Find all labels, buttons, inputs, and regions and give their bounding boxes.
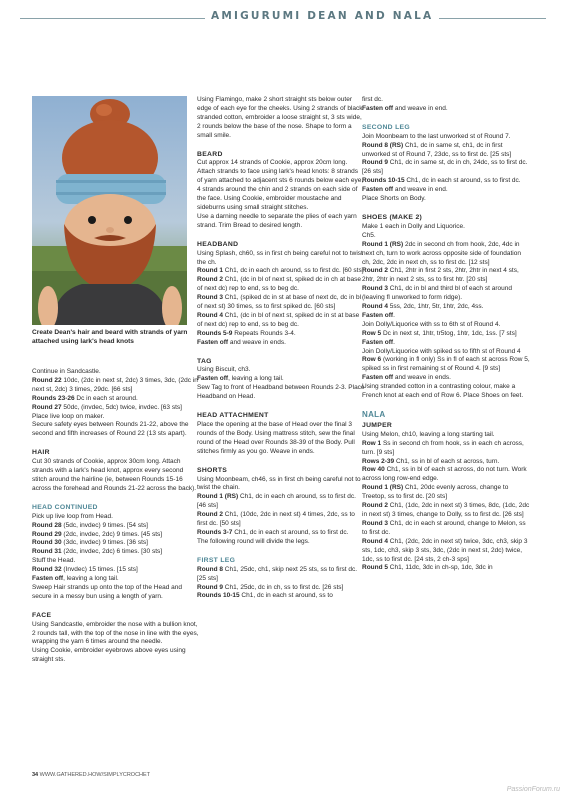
section-gap: [362, 204, 530, 212]
row-label: Fasten off: [362, 186, 394, 194]
row-label: Round 4: [362, 303, 388, 311]
section-gap: [197, 457, 365, 465]
row-instruction: .: [393, 338, 395, 346]
row-instruction: Ch1, dc in same st, ch1, dc in first unworked st of Round 7, 23dc, ss to first dc. [25 sts]: [362, 141, 512, 158]
pattern-row: [32, 548, 200, 557]
row-instruction: Ch1, dc in each st around, ss to first dc.: [404, 177, 521, 185]
pattern-row: [197, 330, 365, 339]
row-label: Round 29: [32, 530, 62, 538]
pattern-row: [362, 458, 530, 467]
instruction-text: Continue in Sandcastle.: [32, 368, 101, 375]
instruction-text: Stuff the Head.: [32, 557, 76, 565]
pattern-row: [362, 186, 530, 195]
row-label: Fasten off: [362, 374, 394, 382]
instruction-text: Using stranded cotton in a contrasting colour, make a French knot at each end of Row 6. Place Shoes on feet.: [362, 383, 524, 400]
section-heading: JUMPER: [362, 421, 393, 429]
pattern-row: [362, 267, 530, 285]
section-heading: SHOES (MAKE 2): [362, 213, 423, 221]
section-gap: [197, 348, 365, 356]
pattern-row: [197, 511, 365, 529]
row-label: Fasten off: [362, 338, 394, 346]
instruction-text: Secure safety eyes between Rounds 21-22, above the second and fifth increases of Round 22 (13 sts apart).: [32, 421, 189, 438]
pattern-row: [197, 566, 365, 584]
row-instruction: (working in fl only) Ss in fl of each st across Row 5, spiked ss in first remaining st of Round 4. [9 sts]: [362, 356, 530, 373]
row-label: Fasten off: [197, 375, 229, 383]
row-label: Rounds 10-15: [197, 592, 240, 600]
instruction-text: Sew Tag to front of Headband between Rounds 2-3. Place Headband on Head.: [197, 384, 365, 401]
pattern-row: [362, 374, 530, 383]
row-label: Rounds 5-9: [197, 329, 233, 337]
row-instruction: (Invdec) 15 times. [15 sts]: [61, 566, 138, 574]
row-label: Round 22: [32, 376, 62, 384]
pattern-row: [32, 575, 200, 584]
row-instruction: Ch1, ss in bl of each st across, turn.: [394, 457, 500, 465]
row-instruction: Ss in second ch from hook, ss in each ch across, turn. [9 sts]: [362, 439, 524, 456]
section-heading: SECOND LEG: [362, 123, 410, 131]
row-instruction: and weave in end.: [393, 186, 448, 194]
row-label: Round 3: [362, 285, 388, 293]
instruction-text: The following round will divide the legs.: [197, 537, 310, 545]
row-label: Round 32: [32, 566, 62, 574]
page-footer: [32, 772, 150, 778]
instruction-text: Use a darning needle to separate the plies of each yarn strand. Trim Bread to desired length.: [197, 212, 357, 229]
column-3: [362, 96, 530, 573]
row-instruction: Ch1, (dc in bl of next st, spiked dc in ch at base of next dc) rep to end, ss to beg dc.: [197, 276, 362, 293]
row-label: Round 1 (RS): [362, 240, 404, 248]
pattern-row: [362, 159, 530, 177]
page-title: AMIGURUMI DEAN AND NALA: [205, 10, 439, 22]
row-instruction: Ch1, dc in same st, dc in ch, 24dc, ss to first dc. [26 sts]: [362, 159, 528, 176]
section-heading: HEAD CONTINUED: [32, 503, 98, 511]
pattern-row: [197, 276, 365, 294]
instruction-text: Using Sandcastle, embroider the nose with a bullion knot, 2 rounds tall, with the top of the nose in line with the eyes, wrapping the yarn 6 times around the needle.: [32, 620, 199, 646]
row-instruction: .: [393, 311, 395, 319]
row-label: Round 2: [362, 502, 388, 510]
row-instruction: , leaving a long tail.: [228, 375, 284, 383]
row-label: Round 8: [197, 565, 223, 573]
pattern-row: [197, 267, 365, 276]
column-2: [197, 96, 365, 601]
row-label: Fasten off: [362, 311, 394, 319]
row-instruction: Ch1, dc in each st around, ss to: [239, 592, 333, 600]
instruction-text: Using Biscuit, ch3.: [197, 366, 251, 374]
row-label: Rounds 10-15: [362, 177, 405, 185]
row-label: Fasten off: [362, 104, 394, 112]
column-1: [32, 368, 200, 665]
pattern-row: [362, 177, 530, 186]
watermark: PassionForum.ru: [506, 786, 560, 793]
section-heading: HAIR: [32, 449, 50, 457]
row-instruction: Ch1, ss in bl of each st across, do not turn. Work across long row-end edge.: [362, 466, 527, 483]
row-label: Round 5: [362, 564, 388, 572]
section-gap: [32, 602, 200, 610]
section-gap: [197, 547, 365, 555]
instruction-text: Join Moonbeam to the last unworked st of Round 7.: [362, 132, 511, 140]
row-instruction: Repeats Rounds 3-4.: [232, 329, 296, 337]
row-instruction: and weave in ends.: [228, 338, 286, 346]
instruction-text: Make 1 each in Dolly and Liquorice.: [362, 222, 465, 230]
row-label: Row 40: [362, 466, 385, 474]
row-instruction: Ch1, dc in each ch around, ss to first dc. [46 sts]: [197, 493, 356, 510]
row-label: Round 9: [197, 583, 223, 591]
section-heading: NALA: [362, 410, 386, 419]
row-label: Round 2: [197, 276, 223, 284]
section-heading: BEARD: [197, 150, 223, 158]
instruction-text: Using Flamingo, make 2 short straight sts below outer edge of each eye for the cheeks. Using 2 strands of black stranded cotton, embroider a loose straight st, 3 sts wide, 2 rounds below the base of the nose. Shape to form a small smile.: [197, 96, 363, 139]
row-instruction: 2dc in second ch from hook, 2dc, 4dc in next ch, turn to work across opposite side of foundation ch, 2dc, 2dc in next ch, ss to first dc. [12 sts]: [362, 240, 521, 266]
instruction-text: Place live loop on maker.: [32, 412, 105, 420]
row-label: Round 2: [362, 267, 388, 275]
instruction-text: Cut approx 14 strands of Cookie, approx 20cm long. Attach strands to face using lark's head knots: 8 strands of yarn attached to adjacent sts 6 rounds below each eye, 4 strands around the chin and 2 strands on each side of the face. Using Cookie, embroider moustache and sideburns using small straight stitches.: [197, 159, 364, 211]
pattern-row: [362, 538, 530, 565]
section-heading: SHORTS: [197, 466, 228, 474]
row-instruction: Ch1, 2htr in first 2 sts, 2htr, 2htr in next 4 sts, 2htr, 2htr in next 2 sts, ss to first htr. [20 sts]: [362, 267, 519, 284]
pattern-row: [197, 584, 365, 593]
pattern-row: [362, 466, 530, 484]
row-instruction: Ch1, (spiked dc in st at base of next dc, dc in bl of next st) 30 times, ss to first spiked dc. [60 sts]: [197, 294, 362, 311]
pattern-row: [362, 484, 530, 502]
row-label: Fasten off: [32, 575, 64, 583]
section-gap: [362, 114, 530, 122]
pattern-row: [197, 493, 365, 511]
section-heading: HEAD ATTACHMENT: [197, 412, 269, 420]
row-instruction: (5dc, invdec) 9 times. [54 sts]: [61, 521, 148, 529]
pattern-row: [32, 522, 200, 531]
instruction-text: Sweep Hair strands up onto the top of the Head and secure in a messy bun using a length of yarn.: [32, 583, 182, 600]
amigurumi-dean-photo: [32, 96, 187, 325]
instruction-text: Place the opening at the base of Head over the final 3 rounds of the Body. Using mattress stitch, sew the final round of the Head over Rounds 38-39 of the Body. Pull stitches firmly as you go. Weave in ends.: [197, 421, 355, 455]
pattern-row: [197, 529, 365, 538]
row-instruction: Ch1, 25dc, ch1, skip next 25 sts, ss to first dc. [25 sts]: [197, 565, 358, 582]
pattern-row: [362, 339, 530, 348]
row-label: Round 3: [362, 519, 388, 527]
pattern-row: [362, 303, 530, 312]
row-label: Round 1 (RS): [197, 493, 239, 501]
section-heading: TAG: [197, 357, 212, 365]
row-instruction: and weave in ends.: [393, 374, 451, 382]
row-instruction: Ch1, (1dc, 2dc in next st) 3 times, 8dc, (1dc, 2dc in next st) 3 times, change to Dolly, ss to first dc. [26 sts]: [362, 502, 530, 518]
row-instruction: Ch1, dc in each st around, change to Melon, ss to first dc.: [362, 519, 526, 536]
page-header: [0, 0, 566, 48]
instruction-text: Using Cookie, embroider eyebrows above eyes using straight sts.: [32, 647, 186, 664]
row-instruction: 5ss, 2dc, 1htr, 5tr, 1htr, 2dc, 4ss.: [388, 303, 484, 311]
row-label: Row 6: [362, 356, 382, 364]
section-gap: [197, 141, 365, 149]
row-label: Round 1: [197, 267, 223, 275]
instruction-text: Join Dolly/Liquorice with spiked ss to fifth st of Round 4: [362, 347, 521, 355]
instruction-text: first dc.: [362, 96, 383, 103]
row-instruction: Ch1, dc in bl and third bl of each st around (leaving fl unworked to form ridge).: [362, 285, 512, 302]
row-label: Rounds 3-7: [197, 528, 233, 536]
row-instruction: Ch1, 25dc, dc in ch, ss to first dc. [26 sts]: [223, 583, 344, 591]
pattern-row: [362, 520, 530, 538]
row-label: Round 27: [32, 403, 62, 411]
row-instruction: 50dc, (invdec, 5dc) twice, invdec. [63 sts]: [61, 403, 182, 411]
doll-illustration: [32, 96, 187, 325]
pattern-row: [197, 312, 365, 330]
pattern-row: [362, 312, 530, 321]
instruction-text: Cut 30 strands of Cookie, approx 30cm long. Attach strands with a lark's head knot, approx every second stitch around the hairline (ie, between Rounds 15-16 across the forehead and Rounds 21-22 across the back).: [32, 458, 197, 492]
section-heading: HEADBAND: [197, 240, 239, 248]
instruction-text: Using Melon, ch10, leaving a long starting tail.: [362, 430, 495, 438]
row-label: Round 28: [32, 521, 62, 529]
instruction-text: Place Shorts on Body.: [362, 195, 426, 203]
pattern-row: [32, 395, 200, 404]
row-label: Fasten off: [197, 338, 229, 346]
row-instruction: 10dc, (2dc in next st, 2dc) 3 times, 3dc, (2dc in next st, 2dc) 3 times, 29dc. [66 sts]: [32, 376, 198, 393]
row-label: Round 4: [362, 537, 388, 545]
instruction-text: Join Dolly/Liquorice with ss to 6th st of Round 4.: [362, 320, 501, 328]
row-label: Round 9: [362, 159, 388, 167]
pattern-row: [362, 105, 530, 114]
row-label: Round 31: [32, 548, 62, 556]
page-number: 34: [32, 772, 39, 778]
row-instruction: Ch1, (dc in bl of next st, spiked dc in st at base of next dc) rep to end, ss to beg dc.: [197, 311, 360, 328]
row-instruction: and weave in end.: [393, 104, 448, 112]
row-instruction: (2dc, invdec, 2dc) 6 times. [30 sts]: [61, 548, 163, 556]
row-instruction: Dc in each st around.: [74, 394, 138, 402]
row-instruction: Ch1, dc in each st around, ss to first dc.: [232, 528, 349, 536]
row-instruction: Ch1, (10dc, 2dc in next st) 4 times, 2dc, ss to first dc. [50 sts]: [197, 511, 355, 528]
pattern-row: [32, 531, 200, 540]
pattern-row: [32, 404, 200, 413]
row-label: Round 30: [32, 539, 62, 547]
section-heading: FACE: [32, 611, 52, 619]
row-label: Round 1 (RS): [362, 484, 404, 492]
pattern-row: [32, 377, 200, 395]
pattern-row: [32, 566, 200, 575]
pattern-row: [362, 502, 530, 520]
section-gap: [197, 231, 365, 239]
pattern-row: [362, 440, 530, 458]
row-instruction: Ch1, dc in each ch around, ss to first dc. [60 sts]: [223, 267, 364, 275]
row-label: Round 8 (RS): [362, 141, 404, 149]
section-gap: [197, 402, 365, 410]
row-instruction: (3dc, invdec) 9 times. [36 sts]: [61, 539, 148, 547]
pattern-row: [197, 339, 365, 348]
section-gap: [362, 401, 530, 409]
section-gap: [32, 439, 200, 447]
row-label: Round 2: [197, 511, 223, 519]
instruction-text: Ch5.: [362, 231, 376, 239]
pattern-row: [362, 285, 530, 303]
row-label: Round 4: [197, 311, 223, 319]
row-label: Row 5: [362, 329, 382, 337]
row-label: Row 1: [362, 439, 382, 447]
section-heading: FIRST LEG: [197, 556, 236, 564]
pattern-row: [197, 375, 365, 384]
instruction-text: Pick up live loop from Head.: [32, 512, 113, 520]
instruction-text: Using Moonbeam, ch46, ss in first ch being careful not to twist the chain.: [197, 475, 361, 492]
row-label: Rows 2-39: [362, 457, 395, 465]
instruction-text: Using Splash, ch60, ss in first ch being careful not to twist the ch.: [197, 249, 363, 266]
row-instruction: Ch1, (2dc, 2dc in next st) twice, 3dc, ch3, skip 3 sts, 1dc, ch3, skip 3 sts, 3dc, (2dc in next st, 2dc) twice, 1dc, ss to first dc. [24 sts, 2 ch-3 sps]: [362, 537, 528, 563]
pattern-row: [197, 294, 365, 312]
pattern-row: [362, 330, 530, 339]
pattern-row: [362, 142, 530, 160]
row-label: Rounds 23-26: [32, 394, 75, 402]
pattern-row: [197, 592, 365, 601]
footer-url: WWW.GATHERED.HOW/SIMPLYCROCHET: [39, 772, 151, 778]
row-instruction: Dc in next st, 1htr, tr5tog, 1htr, 1dc, 1ss. [7 sts]: [381, 329, 517, 337]
pattern-row: [362, 564, 530, 573]
pattern-row: [362, 356, 530, 374]
row-instruction: (2dc, invdec, 2dc) 9 times. [45 sts]: [61, 530, 163, 538]
section-gap: [32, 494, 200, 502]
row-label: Round 3: [197, 294, 223, 302]
photo-caption: Create Dean's hair and beard with strands of yarn attached using lark's head knots: [32, 329, 188, 345]
row-instruction: , leaving a long tail.: [63, 575, 119, 583]
pattern-row: [32, 539, 200, 548]
pattern-row: [362, 241, 530, 268]
row-instruction: Ch1, 11dc, 3dc in ch-sp, 1dc, 3dc in: [388, 564, 493, 572]
row-instruction: Ch1, 20dc evenly across, change to Treetop, ss to first dc. [20 sts]: [362, 484, 509, 501]
